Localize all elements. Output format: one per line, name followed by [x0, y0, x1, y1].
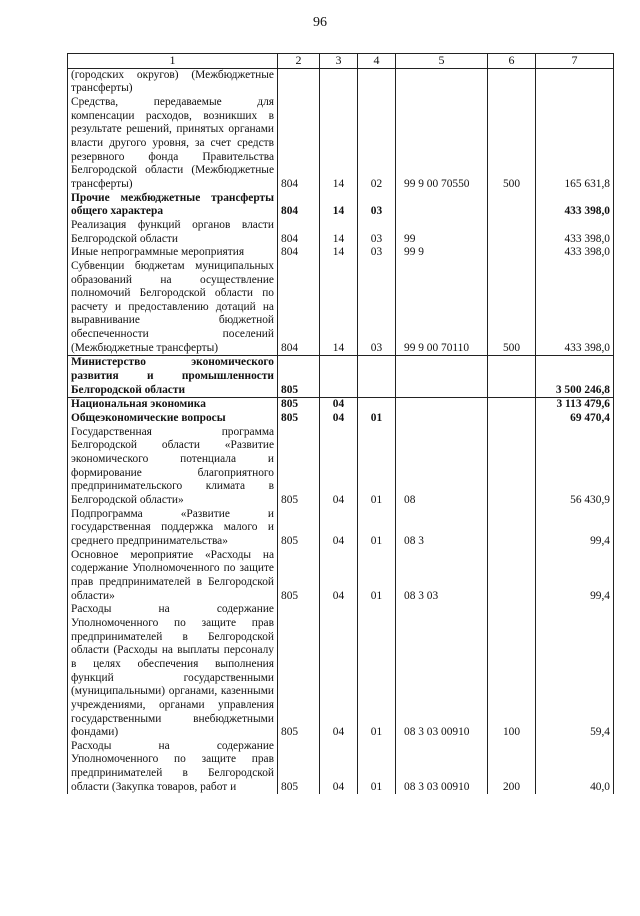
subsection-code: 01: [358, 508, 396, 549]
expense-type-code: 500: [488, 96, 536, 192]
subsection-code: 01: [358, 740, 396, 795]
target-article-code: 08 3 03 00910: [396, 740, 488, 795]
subsection-code: 01: [358, 549, 396, 604]
target-article-code: 99: [396, 219, 488, 246]
section-code: 04: [320, 603, 358, 740]
section-code: [320, 68, 358, 96]
row-name: Подпрограмма «Развитие и государственная поддержка малого и среднего предпринимательства»: [68, 508, 278, 549]
subsection-code: 01: [358, 412, 396, 426]
section-code: 04: [320, 426, 358, 508]
section-code: 14: [320, 219, 358, 246]
ministry-code: 805: [278, 398, 320, 412]
expense-type-code: [488, 68, 536, 96]
ministry-code: [278, 68, 320, 96]
subsection-code: 02: [358, 96, 396, 192]
subsection-code: [358, 398, 396, 412]
amount: 433 398,0: [536, 246, 614, 260]
amount: 433 398,0: [536, 219, 614, 246]
amount: 56 430,9: [536, 426, 614, 508]
row-name: Национальная экономика: [68, 398, 278, 412]
target-article-code: [396, 412, 488, 426]
target-article-code: [396, 192, 488, 219]
amount: 433 398,0: [536, 260, 614, 356]
amount: 3 500 246,8: [536, 356, 614, 398]
expense-type-code: [488, 356, 536, 398]
ministry-code: 805: [278, 412, 320, 426]
table-row: [68, 603, 614, 740]
ministry-code: 805: [278, 740, 320, 795]
section-code: 14: [320, 260, 358, 356]
subsection-code: 03: [358, 260, 396, 356]
row-name: Прочие межбюджетные трансферты общего характера: [68, 192, 278, 219]
expense-type-code: 500: [488, 260, 536, 356]
expense-type-code: 100: [488, 603, 536, 740]
table-row: [68, 740, 614, 795]
expense-type-code: [488, 192, 536, 219]
page-number: 96: [313, 15, 327, 30]
target-article-code: 99 9: [396, 246, 488, 260]
expense-type-code: [488, 549, 536, 604]
table-row: [68, 246, 614, 260]
subsection-code: 03: [358, 192, 396, 219]
table-row: [68, 68, 614, 96]
subsection-code: [358, 68, 396, 96]
amount: 3 113 479,6: [536, 398, 614, 412]
row-name: Субвенции бюджетам муниципальных образований на осуществление полномочий Белгородской области по расчету и предоставлению дотаций на выравнивание бюджетной обеспеченности поселений (Межбюджетные трансферты): [68, 260, 278, 356]
table-row: [68, 260, 614, 356]
section-code: 14: [320, 192, 358, 219]
header-row: [68, 54, 614, 69]
table-row: [68, 508, 614, 549]
ministry-code: 805: [278, 549, 320, 604]
subsection-code: [358, 356, 396, 398]
column-header: 3: [320, 54, 358, 69]
amount: 99,4: [536, 549, 614, 604]
amount: 59,4: [536, 603, 614, 740]
expense-type-code: [488, 508, 536, 549]
column-header: 1: [68, 54, 278, 69]
row-name: Средства, передаваемые для компенсации расходов, возникших в результате решений, принятых органами власти другого уровня, за счет средств резервного фонда Правительства Белгородской области (Межбюджетные трансферты): [68, 96, 278, 192]
ministry-code: 805: [278, 356, 320, 398]
column-header: 4: [358, 54, 396, 69]
section-code: [320, 356, 358, 398]
subsection-code: 03: [358, 219, 396, 246]
table-row: [68, 412, 614, 426]
ministry-code: 805: [278, 426, 320, 508]
amount: 433 398,0: [536, 192, 614, 219]
target-article-code: [396, 68, 488, 96]
row-name: Основное мероприятие «Расходы на содержание Уполномоченного по защите прав предпринимателей в Белгородской области»: [68, 549, 278, 604]
section-code: 04: [320, 398, 358, 412]
table-row: [68, 398, 614, 412]
row-name: Государственная программа Белгородской области «Развитие экономического потенциала и формирование благоприятного предпринимательского климата в Белгородской области»: [68, 426, 278, 508]
amount: 40,0: [536, 740, 614, 795]
section-code: 14: [320, 246, 358, 260]
amount: 165 631,8: [536, 96, 614, 192]
ministry-code: 804: [278, 246, 320, 260]
subsection-code: 01: [358, 426, 396, 508]
ministry-code: 805: [278, 603, 320, 740]
subsection-code: 01: [358, 603, 396, 740]
section-code: 04: [320, 740, 358, 795]
row-name: Расходы на содержание Уполномоченного по защите прав предпринимателей в Белгородской области (Закупка товаров, работ и: [68, 740, 278, 795]
expense-type-code: [488, 426, 536, 508]
row-name: Министерство экономического развития и промышленности Белгородской области: [68, 356, 278, 398]
target-article-code: [396, 398, 488, 412]
amount: [536, 68, 614, 96]
row-name: Иные непрограммные мероприятия: [68, 246, 278, 260]
expense-type-code: [488, 398, 536, 412]
target-article-code: 08 3 03: [396, 549, 488, 604]
table-row: [68, 192, 614, 219]
amount: 99,4: [536, 508, 614, 549]
column-header: 6: [488, 54, 536, 69]
column-header: 7: [536, 54, 614, 69]
target-article-code: 08 3 03 00910: [396, 603, 488, 740]
row-name: (городских округов) (Межбюджетные трансферты): [68, 68, 278, 96]
column-header: 5: [396, 54, 488, 69]
section-code: 04: [320, 508, 358, 549]
target-article-code: [396, 356, 488, 398]
ministry-code: 804: [278, 219, 320, 246]
ministry-code: 804: [278, 96, 320, 192]
table-row: [68, 426, 614, 508]
row-name: Общеэкономические вопросы: [68, 412, 278, 426]
section-code: 04: [320, 412, 358, 426]
ministry-code: 804: [278, 260, 320, 356]
expense-type-code: [488, 412, 536, 426]
ministry-code: 804: [278, 192, 320, 219]
ministry-code: 805: [278, 508, 320, 549]
table-row: [68, 549, 614, 604]
target-article-code: 08: [396, 426, 488, 508]
row-name: Реализация функций органов власти Белгородской области: [68, 219, 278, 246]
expense-type-code: 200: [488, 740, 536, 795]
expense-type-code: [488, 219, 536, 246]
amount: 69 470,4: [536, 412, 614, 426]
section-code: 14: [320, 96, 358, 192]
section-code: 04: [320, 549, 358, 604]
target-article-code: 99 9 00 70550: [396, 96, 488, 192]
row-name: Расходы на содержание Уполномоченного по защите прав предпринимателей в Белгородской области (Расходы на выплаты персоналу в целях обеспечения выполнения функций государственными (муниципальными) органами, казенными учреждениями, органами управления государственными внебюджетными фондами): [68, 603, 278, 740]
subsection-code: 03: [358, 246, 396, 260]
column-header: 2: [278, 54, 320, 69]
expense-type-code: [488, 246, 536, 260]
table-row: [68, 219, 614, 246]
budget-table: [67, 53, 614, 794]
table-row: [68, 356, 614, 398]
target-article-code: 08 3: [396, 508, 488, 549]
table-row: [68, 96, 614, 192]
target-article-code: 99 9 00 70110: [396, 260, 488, 356]
